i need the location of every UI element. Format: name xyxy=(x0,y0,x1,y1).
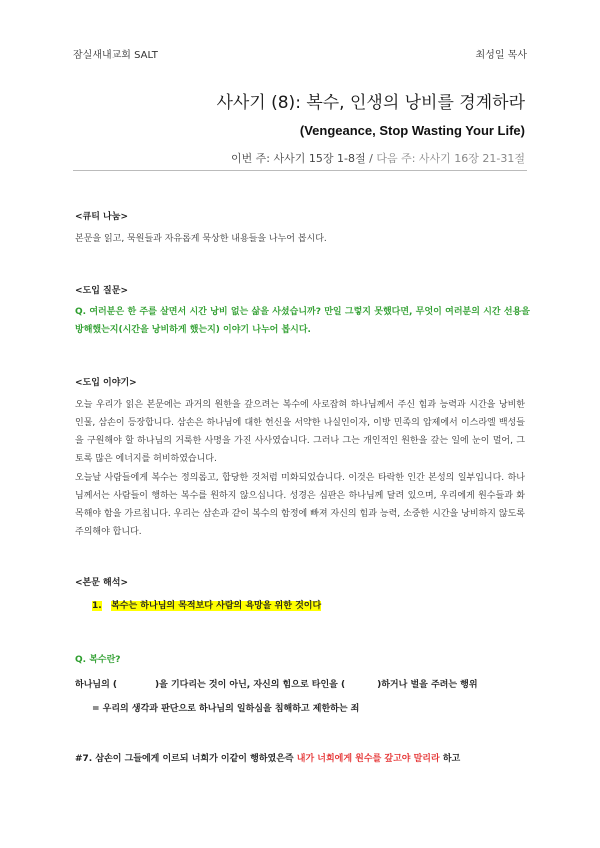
intro-story-heading: <도입 이야기> xyxy=(75,378,137,388)
verse-suffix: 하고 xyxy=(442,754,461,764)
verse-highlight: 내가 너희에게 원수를 갚고야 말리라 xyxy=(296,754,440,764)
next-week-reading: 다음 주: 사사기 16장 21-31절 xyxy=(376,152,525,165)
this-week-reading: 이번 주: 사사기 15장 1-8절 xyxy=(230,152,366,165)
qt-body: 본문을 읽고, 묵원들과 자유롭게 묵상한 내용들을 나누어 봅시다. xyxy=(75,234,327,244)
page-subtitle: (Vengeance, Stop Wasting Your Life) xyxy=(299,123,525,138)
vengeance-question: Q. 복수란? xyxy=(75,655,121,665)
fill-part-1: 하나님의 ( xyxy=(75,680,118,690)
fill-in-definition xyxy=(75,677,478,690)
header-divider xyxy=(73,170,527,171)
intro-story-paragraph-1: 오늘 우리가 읽은 본문에는 과거의 원한을 갚으려는 복수에 사로잡혀 하나님께서 주신 힘과 능력과 시간을 낭비한 인물, 삼손이 등장합니다. 삼손은 하나님에 대한 헌신을 서약한 나실인이자, 이방 민족의 압제에서 이스라엘 백성들을 구원해야 할 하나님의 거룩한 사명을 가진 사사였습니다. 그러나 그는 개인적인 원한을 갚는 일에 눈이 멀어, 그토록 많은 에너지를 허비하였습니다. xyxy=(75,400,525,464)
point-text: 복수는 하나님의 목적보다 사람의 욕망을 위한 것이다 xyxy=(111,601,322,611)
reading-schedule xyxy=(231,150,525,166)
schedule-separator: / xyxy=(369,152,373,165)
church-name: 잠실새내교회 SALT xyxy=(73,50,158,61)
verse-prefix: #7. 삼손이 그들에게 이르되 너희가 이같이 행하였은즉 xyxy=(75,754,294,764)
fill-part-3: )하거나 벌을 주려는 행위 xyxy=(377,680,478,690)
page-title: 사사기 (8): 복수, 인생의 낭비를 경계하라 xyxy=(216,93,525,113)
qt-heading: <큐티 나눔> xyxy=(75,212,128,222)
pastor-name: 최성일 목사 xyxy=(475,50,527,61)
intro-question-heading: <도입 질문> xyxy=(75,286,128,296)
fill-part-2: )을 기다리는 것이 아닌, 자신의 힘으로 타인을 ( xyxy=(155,680,346,690)
point-number: 1. xyxy=(92,601,102,611)
intro-story-paragraph-2: 오늘날 사람들에게 복수는 정의롭고, 합당한 것처럼 미화되었습니다. 이것은 타락한 인간 본성의 일부입니다. 하나님께서는 사람들이 행하는 복수를 원하지 않으십니다. 성경은 심판은 하나님께 달려 있으며, 우리에게 원수들과 화목해야 함을 가르칩니다. 우리는 삼손과 같이 복수의 함정에 빠져 자신의 힘과 능력, 소중한 시간을 낭비하지 않도록 주의해야 합니다. xyxy=(75,473,525,537)
exposition-point-1 xyxy=(92,598,321,611)
intro-question-body: Q. 여러분은 한 주를 살면서 시간 낭비 없는 삶을 사셨습니까? 만일 그렇지 못했다면, 무엇이 여러분의 시간 선용을 방해했는지(시간을 낭비하게 했는지) 이야기 나누어 봅시다. xyxy=(75,307,530,335)
definition-summary: = 우리의 생각과 판단으로 하나님의 일하심을 침해하고 제한하는 죄 xyxy=(92,704,360,714)
exposition-heading: <본문 해석> xyxy=(75,578,128,588)
verse-7 xyxy=(75,751,460,764)
